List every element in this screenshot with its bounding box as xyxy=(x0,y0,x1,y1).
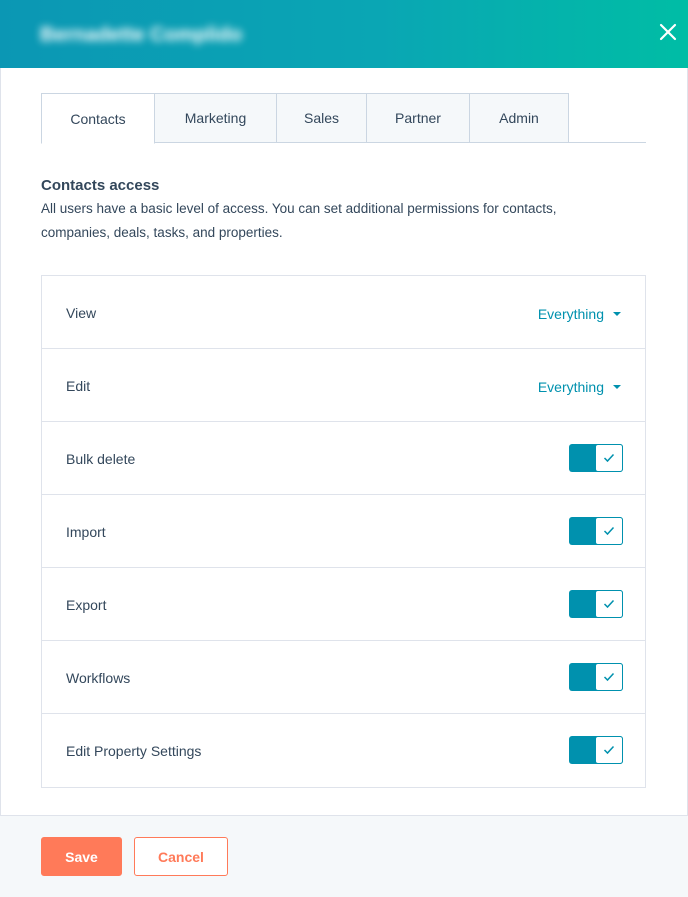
user-name-title: Bernadette Complido xyxy=(40,24,243,46)
permission-label: Edit xyxy=(66,378,91,394)
permission-label: Edit Property Settings xyxy=(66,743,202,759)
tab-sales[interactable]: Sales xyxy=(277,93,367,143)
permissions-table xyxy=(41,275,646,788)
checkmark-icon xyxy=(603,526,615,536)
permission-row-workflows xyxy=(42,641,645,714)
close-icon xyxy=(658,22,678,42)
checkmark-icon xyxy=(603,672,615,682)
toggle-knob xyxy=(595,736,623,764)
import-toggle[interactable] xyxy=(569,517,623,545)
toggle-knob xyxy=(595,590,623,618)
tab-marketing[interactable]: Marketing xyxy=(155,93,277,143)
dropdown-value: Everything xyxy=(537,306,604,322)
bulk-delete-toggle[interactable] xyxy=(569,444,623,472)
section-title: Contacts access xyxy=(41,177,160,194)
section-description: All users have a basic level of access. You can set additional permissions for contacts, companies, deals, tasks, and properties. xyxy=(41,201,557,240)
edit-access-dropdown[interactable] xyxy=(538,379,621,395)
toggle-knob xyxy=(595,663,623,691)
tab-admin[interactable]: Admin xyxy=(470,93,569,143)
tab-partner[interactable]: Partner xyxy=(367,93,470,143)
dropdown-value: Everything xyxy=(537,379,604,395)
caret-down-icon xyxy=(613,312,621,316)
permission-label: Workflows xyxy=(66,670,131,686)
export-toggle[interactable] xyxy=(569,590,623,618)
permission-row-bulk-delete xyxy=(42,422,645,495)
permission-row-edit xyxy=(42,349,645,422)
cancel-button[interactable]: Cancel xyxy=(134,837,228,876)
checkmark-icon xyxy=(603,453,615,463)
close-button[interactable] xyxy=(658,22,678,42)
toggle-knob xyxy=(595,517,623,545)
edit-property-settings-toggle[interactable] xyxy=(569,736,623,764)
permission-row-import xyxy=(42,495,645,568)
permission-label: View xyxy=(66,305,97,321)
permission-tabs xyxy=(41,93,646,143)
modal-footer xyxy=(0,815,688,897)
save-button[interactable]: Save xyxy=(41,837,122,876)
workflows-toggle[interactable] xyxy=(569,663,623,691)
view-access-dropdown[interactable] xyxy=(538,306,621,322)
checkmark-icon xyxy=(603,599,615,609)
caret-down-icon xyxy=(613,385,621,389)
permission-label: Export xyxy=(66,597,107,613)
permission-row-edit-property-settings xyxy=(42,714,645,787)
permission-label: Bulk delete xyxy=(66,451,136,467)
permission-row-export xyxy=(42,568,645,641)
tab-contacts[interactable]: Contacts xyxy=(41,93,155,144)
permission-row-view xyxy=(42,276,645,349)
permission-label: Import xyxy=(66,524,106,540)
modal-header xyxy=(0,0,688,68)
toggle-knob xyxy=(595,444,623,472)
checkmark-icon xyxy=(603,745,615,755)
